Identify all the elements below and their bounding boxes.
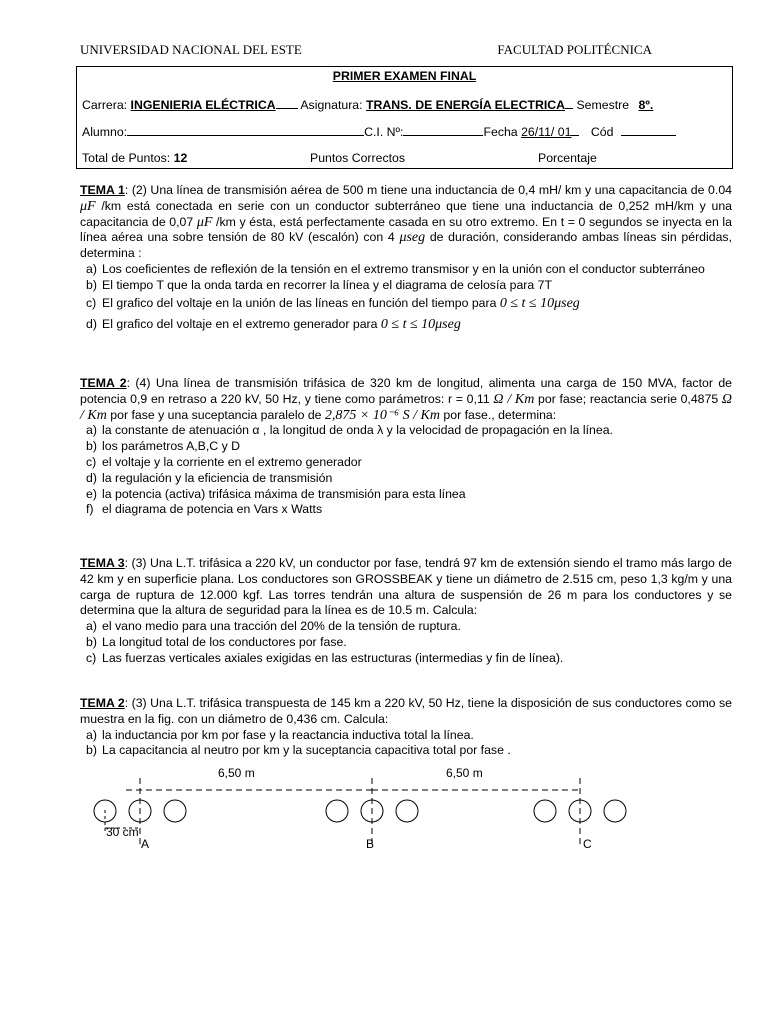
semestre-value: 8º. bbox=[638, 98, 654, 112]
fecha-label: Fecha bbox=[483, 125, 518, 139]
carrera-label: Carrera: bbox=[82, 98, 128, 112]
dimension-label-2: 6,50 m bbox=[446, 766, 483, 780]
asignatura-label: Asignatura: bbox=[300, 98, 363, 112]
list-item: b) La longitud total de los conductores por fase. bbox=[86, 634, 347, 649]
tema-2-section bbox=[80, 376, 732, 518]
list-item: b) La capacitancia al neutro por km y la suceptancia capacitiva total por fase . bbox=[86, 743, 511, 758]
tema-4-heading: TEMA 2 bbox=[80, 696, 125, 710]
tema-4-items bbox=[80, 728, 732, 760]
list-item: e) la potencia (activa) trifásica máxima de transmisión para esta línea bbox=[86, 486, 466, 501]
tema-1-statement: TEMA 1: (2) Una línea de transmisión aérea de 500 m tiene una inductancia de 0,4 mH/ km y una capacitancia de 0.04 μF /km está conectada en serie con un conductor subterráneo que tiene una inductancia de 0,252 mH/km y una capacitancia de 0,07 μF /km y ésta, está perfectamente casada en su otro extremo. En t = 0 segundos se inyecta en la línea aérea una sobre tensión de 80 kV (escalón) con 4 μseg de duración, considerando ambas líneas sin pérdidas, determina : bbox=[80, 183, 733, 261]
tema-3-heading: TEMA 3 bbox=[80, 556, 125, 570]
list-item: a) el vano medio para una tracción del 20% de la tensión de ruptura. bbox=[86, 619, 461, 634]
list-item: d) la regulación y la eficiencia de transmisión bbox=[86, 470, 333, 485]
conductor-b1 bbox=[326, 800, 348, 822]
ci-field[interactable] bbox=[403, 124, 483, 136]
tema-3-section bbox=[80, 556, 732, 667]
alumno-row bbox=[82, 124, 676, 139]
university-name: UNIVERSIDAD NACIONAL DEL ESTE bbox=[80, 42, 302, 57]
alumno-field[interactable] bbox=[127, 124, 364, 136]
total-label: Total de Puntos: bbox=[82, 151, 171, 165]
list-item: b) los parámetros A,B,C y D bbox=[86, 439, 241, 454]
list-item: b) El tiempo T que la onda tarda en recorrer la línea y el diagrama de celosía para 7T bbox=[86, 277, 553, 292]
tema-2-heading: TEMA 2 bbox=[80, 376, 127, 390]
asignatura-value: TRANS. DE ENERGÍA ELECTRICA bbox=[366, 98, 566, 112]
tema-3-items bbox=[80, 619, 732, 666]
dimension-label-1: 6,50 m bbox=[218, 766, 255, 780]
list-item: d) El grafico del voltaje en el extremo generador para 0 ≤ t ≤ 10μseg bbox=[86, 317, 461, 333]
tema-2-items bbox=[80, 423, 732, 518]
faculty-name: FACULTAD POLITÉCNICA bbox=[497, 42, 652, 57]
fecha-value: 26/11/ 01 bbox=[521, 125, 572, 139]
ci-label: C.I. Nº: bbox=[364, 125, 404, 139]
exam-title: PRIMER EXAMEN FINAL bbox=[332, 69, 477, 83]
spacing-label: 30 cm bbox=[106, 825, 139, 839]
conductor-c1 bbox=[534, 800, 556, 822]
list-item: c) el voltaje y la corriente en el extremo generador bbox=[86, 454, 362, 469]
conductor-c3 bbox=[604, 800, 626, 822]
alumno-label: Alumno: bbox=[82, 125, 128, 139]
puntos-row bbox=[82, 151, 722, 165]
carrera-value: INGENIERIA ELÉCTRICA bbox=[130, 98, 276, 112]
tema-4-section bbox=[80, 696, 732, 759]
cod-label: Cód bbox=[590, 125, 614, 139]
phase-label-b: B bbox=[366, 837, 375, 851]
carrera-row bbox=[82, 97, 653, 112]
correctos-label: Puntos Correctos bbox=[310, 151, 406, 165]
phase-label-c: C bbox=[583, 837, 592, 851]
phase-label-a: A bbox=[141, 837, 150, 851]
list-item: a) Los coeficientes de reflexión de la tensión en el extremo transmisor y en la unión con el conductor subterráneo bbox=[86, 261, 705, 276]
cod-field[interactable] bbox=[621, 124, 676, 136]
list-item: c) El grafico del voltaje en la unión de las líneas en función del tiempo para 0 ≤ t ≤ 10μseg bbox=[86, 295, 580, 311]
tema-1-items bbox=[80, 262, 732, 333]
list-item: c) Las fuerzas verticales axiales exigidas en las estructuras (intermedias y fin de línea). bbox=[86, 650, 564, 665]
porcentaje-label: Porcentaje bbox=[538, 151, 597, 165]
semestre-label: Semestre bbox=[576, 98, 630, 112]
list-item: f) el diagrama de potencia en Vars x Watts bbox=[86, 502, 323, 517]
total-value: 12 bbox=[173, 151, 188, 165]
conductor-b3 bbox=[396, 800, 418, 822]
exam-info-box bbox=[76, 66, 733, 169]
list-item: a) la inductancia por km por fase y la reactancia inductiva total la línea. bbox=[86, 727, 474, 742]
page-header bbox=[80, 42, 652, 58]
tema-4-statement: TEMA 2: (3) Una L.T. trifásica transpuesta de 145 km a 220 kV, 50 Hz, tiene la disposición de sus conductores como se muestra en la fig. con un diámetro de 0,436 cm. Calcula: bbox=[80, 696, 732, 726]
tema-2-statement: TEMA 2: (4) Una línea de transmisión trifásica de 320 km de longitud, alimenta una carga de 150 MVA, factor de potencia 0,9 en retraso a 220 kV, 50 Hz, y tiene como parámetros: r = 0,11 Ω / Km por fase; reactancia serie 0,4875 Ω / Km por fase y una suceptancia paralelo de 2,875 × 10⁻⁶ S / Km por fase., determina: bbox=[80, 376, 733, 423]
list-item: a) la constante de atenuación α , la longitud de onda λ y la velocidad de propagación en la línea. bbox=[86, 423, 613, 438]
conductor-arrangement-diagram bbox=[80, 760, 640, 860]
tema-1-heading: TEMA 1 bbox=[80, 183, 125, 197]
conductor-a3 bbox=[164, 800, 186, 822]
tema-1-section bbox=[80, 183, 732, 333]
tema-3-statement: TEMA 3: (3) Una L.T. trifásica a 220 kV, un conductor por fase, tendrá 97 km de extensión siendo el tramo más largo de 42 km y en superficie plana. Los conductores son GROSSBEAK y tiene un diámetro de 2.515 cm, peso 1,3 kg/m y una carga de ruptura de 12.000 kgf. Las torres tendrán una altura de suspensión de 26 m para los conductores y se determina que la altura de seguridad para la línea es de 10.5 m. Calcula: bbox=[80, 556, 732, 618]
